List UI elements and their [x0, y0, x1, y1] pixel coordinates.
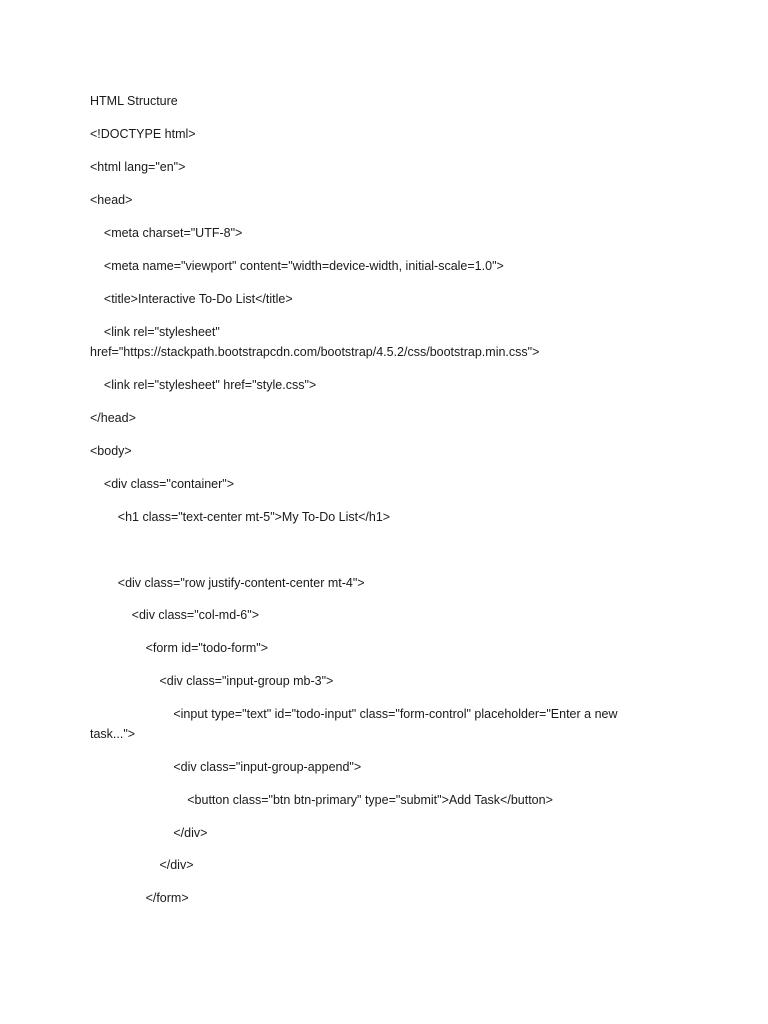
code-line: <body> — [90, 444, 132, 458]
code-line: <div class="input-group mb-3"> — [90, 674, 334, 688]
section-heading: HTML Structure — [90, 94, 178, 108]
code-line: </div> — [90, 826, 208, 840]
code-line: <title>Interactive To-Do List</title> — [90, 292, 293, 306]
code-line: <meta charset="UTF-8"> — [90, 226, 243, 240]
code-line: <meta name="viewport" content="width=device-width, initial-scale=1.0"> — [90, 259, 504, 273]
code-line: <div class="row justify-content-center mt-4"> — [90, 576, 365, 590]
code-line: task..."> — [90, 727, 136, 741]
code-line: <div class="col-md-6"> — [90, 608, 260, 622]
code-line: <h1 class="text-center mt-5">My To-Do List</h1> — [90, 510, 391, 524]
code-line: <form id="todo-form"> — [90, 641, 269, 655]
code-line: </div> — [90, 858, 194, 872]
code-line: </form> — [90, 891, 189, 905]
code-line: href="https://stackpath.bootstrapcdn.com/bootstrap/4.5.2/css/bootstrap.min.css"> — [90, 345, 540, 359]
code-line: <input type="text" id="todo-input" class="form-control" placeholder="Enter a new — [90, 707, 618, 721]
code-line: <html lang="en"> — [90, 160, 186, 174]
code-line: <link rel="stylesheet" — [90, 325, 220, 339]
code-line: </head> — [90, 411, 136, 425]
code-line: <div class="input-group-append"> — [90, 760, 362, 774]
code-line: <button class="btn btn-primary" type="submit">Add Task</button> — [90, 793, 553, 807]
code-line: <link rel="stylesheet" href="style.css"> — [90, 378, 317, 392]
code-line: <div class="container"> — [90, 477, 235, 491]
code-line: <head> — [90, 193, 133, 207]
code-line: <!DOCTYPE html> — [90, 127, 196, 141]
